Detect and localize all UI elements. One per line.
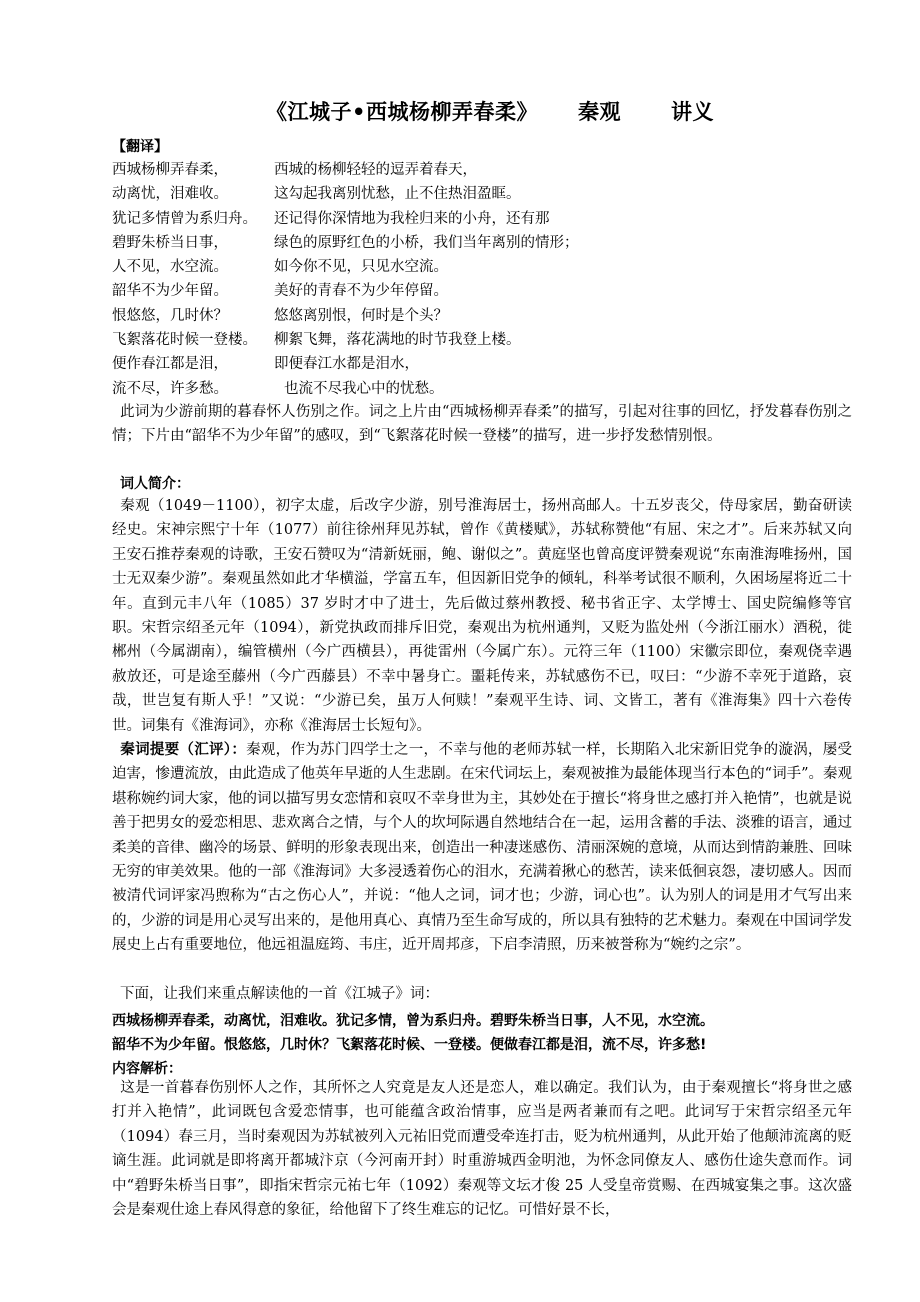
translated-line: 绿色的原野红色的小桥，我们当年离别的情形； bbox=[274, 234, 579, 251]
translated-line: 柳絮飞舞，落花满地的时节我登上楼。 bbox=[274, 332, 521, 349]
analysis-paragraph bbox=[112, 1076, 852, 1222]
translation-row bbox=[112, 279, 832, 303]
original-line: 人不见，水空流。 bbox=[112, 259, 228, 276]
translated-line: 美好的青春不为少年停留。 bbox=[274, 283, 448, 300]
translated-line: 这勾起我离别忧愁，止不住热泪盈眶。 bbox=[274, 186, 521, 203]
translated-line: 西城的杨柳轻轻的逗弄着春天， bbox=[274, 162, 477, 178]
translation-row bbox=[112, 328, 832, 352]
translated-line: 即便春江水都是泪水， bbox=[274, 356, 419, 373]
poem-line-2: 韶华不为少年留。恨悠悠，几时休？飞絮落花时候、一登楼。便做春江都是泪，流不尽，许多愁! bbox=[112, 1037, 707, 1053]
original-line: 便作春江都是泪， bbox=[112, 356, 228, 373]
title-main: 《江城子•西城杨柳弄春柔》 bbox=[266, 100, 538, 124]
title-author: 秦观 bbox=[577, 100, 621, 124]
translated-line: 还记得你深情地为我栓归来的小舟，还有那 bbox=[274, 210, 550, 227]
original-line: 韶华不为少年留。 bbox=[112, 283, 228, 300]
bio-text: 秦观（1049－1100），初字太虚，后改字少游，别号淮海居士，扬州高邮人。十五岁丧父，侍母家居，勤奋研读经史。宋神宗熙宁十年（1077）前往徐州拜见苏轼，曾作《黄楼赋》，苏轼称赞他“有屈、宋之才”。后来苏轼又向王安石推荐秦观的诗歌，王安石赞叹为“清新妩丽，鲍、谢似之”。黄庭坚也曾高度评赞秦观说“东南淮海唯扬州，国士无双秦少游”。秦观虽然如此才华横溢，学富五车，但因新旧党争的倾轧，科举考试很不顺利，久困场屋将近二十年。直到元丰八年（1085）37 岁时才中了进士，先后做过蔡州教授、秘书省正字、太学博士、国史院编修等官职。宋哲宗绍圣元年（1094），新党执政而排斥旧党，秦观出为杭州通判，又贬为监处州（今浙江丽水）酒税，徙郴州（今属湖南），编管横州（今广西横县），再徙雷州（今属广东）。元符三年（1100）宋徽宗即位，秦观侥幸遇赦放还，可是途至藤州（今广西藤县）不幸中暑身亡。噩耗传来，苏轼感伤不已，叹曰：“少游不幸死于道路，哀哉，世岂复有斯人乎！”又说：“少游已矣，虽万人何赎！”秦观平生诗、词、文皆工，著有《淮海集》四十六卷传世。词集有《淮海词》，亦称《淮海居士长短句》。 bbox=[112, 498, 852, 734]
intro-text: 下面，让我们来重点解读他的一首《江城子》词： bbox=[120, 986, 439, 1002]
translation-row bbox=[112, 304, 832, 328]
review-text: 秦观，作为苏门四学士之一，不幸与他的老师苏轼一样，长期陷入北宋新旧党争的漩涡，屡受迫害，惨遭流放，由此造成了他英年早逝的人生悲剧。在宋代词坛上，秦观被推为最能体现当行本色的“词手”。秦观堪称婉约词大家，他的词以描写男女恋情和哀叹不幸身世为主，其妙处在于擅长“将身世之感打并入艳情”，也就是说善于把男女的爱恋相思、悲欢离合之情，与个人的坎坷际遇自然地结合在一起，运用含蓄的手法、淡雅的语言，通过柔美的音律、幽冷的场景、鲜明的形象表现出来，创造出一种凄迷感伤、清丽深婉的意境，从而达到情韵兼胜、回味无穷的审美效果。他的一部《淮海词》大多浸透着伤心的泪水，充满着揪心的愁苦，读来低徊哀怨，凄切感人。因而被清代词评家冯煦称为“古之伤心人”，并说：“他人之词，词才也；少游，词心也”。认为别人的词是用才气写出来的，少游的词是用心灵写出来的，是他用真心、真情乃至生命写成的，所以具有独特的艺术魅力。秦观在中国词学发展史上占有重要地位，他远祖温庭筠、韦庄，近开周邦彦，下启李清照，历来被誉称为“婉约之宗”。 bbox=[112, 742, 853, 954]
original-line: 犹记多情曾为系归舟。 bbox=[112, 210, 257, 227]
translation-row bbox=[112, 377, 832, 401]
title-type: 讲义 bbox=[670, 100, 714, 124]
translated-line: 悠悠离别恨，何时是个头？ bbox=[274, 307, 448, 324]
translation-heading: 【翻译】 bbox=[112, 139, 168, 155]
translation-table bbox=[112, 158, 832, 401]
bio-heading: 词人简介： bbox=[120, 476, 190, 492]
translation-summary bbox=[112, 400, 852, 449]
original-line: 西城杨柳弄春柔， bbox=[112, 162, 228, 178]
document-title bbox=[0, 96, 920, 126]
original-line: 碧野朱桥当日事， bbox=[112, 234, 228, 251]
translation-row bbox=[112, 231, 832, 255]
bio-paragraph bbox=[112, 494, 852, 738]
translated-line: 如今你不见，只见水空流。 bbox=[274, 259, 448, 276]
poem-line-1: 西城杨柳弄春柔，动离忧，泪难收。犹记多情，曾为系归舟。碧野朱桥当日事，人不见，水空流。 bbox=[112, 1013, 714, 1029]
original-line: 流不尽，许多愁。 bbox=[112, 380, 228, 397]
review-heading: 秦词提要（汇评）： bbox=[120, 742, 247, 758]
translation-row bbox=[112, 255, 832, 279]
original-line: 飞絮落花时候一登楼。 bbox=[112, 332, 257, 349]
translation-row bbox=[112, 207, 832, 231]
translated-line: 也流不尽我心中的忧愁。 bbox=[284, 380, 444, 397]
intro-line bbox=[112, 982, 852, 1006]
original-line: 恨悠悠，几时休？ bbox=[112, 307, 228, 324]
translation-row bbox=[112, 352, 832, 376]
translation-row bbox=[112, 158, 832, 182]
summary-text: 此词为少游前期的暮春怀人伤别之作。词之上片由“西城杨柳弄春柔”的描写，引起对往事的回忆，抒发暮春伤别之情；下片由“韶华不为少年留”的感叹，到“飞絮落花时候一登楼”的描写，进一步抒发愁情别恨。 bbox=[112, 404, 852, 445]
translation-row bbox=[112, 182, 832, 206]
analysis-text: 这是一首暮春伤别怀人之作，其所怀之人究竟是友人还是恋人，难以确定。我们认为，由于秦观擅长“将身世之感打并入艳情”，此词既包含爱恋情事，也可能蕴含政治情事，应当是两者兼而有之吧。此词写于宋哲宗绍圣元年（1094）春三月，当时秦观因为苏轼被列入元祐旧党而遭受牵连打击，贬为杭州通判，从此开始了他颠沛流离的贬谪生涯。此词就是即将离开都城汴京（今河南开封）时重游城西金明池，为怀念同僚友人、感伤仕途失意而作。词中“碧野朱桥当日事”，即指宋哲宗元祐七年（1092）秦观等文坛才俊 25 人受皇帝赏赐、在西城宴集之事。这次盛会是秦观仕途上春风得意的象征，给他留下了终生难忘的记忆。可惜好景不长， bbox=[112, 1080, 852, 1219]
original-line: 动离忧，泪难收。 bbox=[112, 186, 228, 203]
review-paragraph bbox=[112, 738, 852, 958]
analysis-heading: 内容解析： bbox=[112, 1061, 182, 1077]
